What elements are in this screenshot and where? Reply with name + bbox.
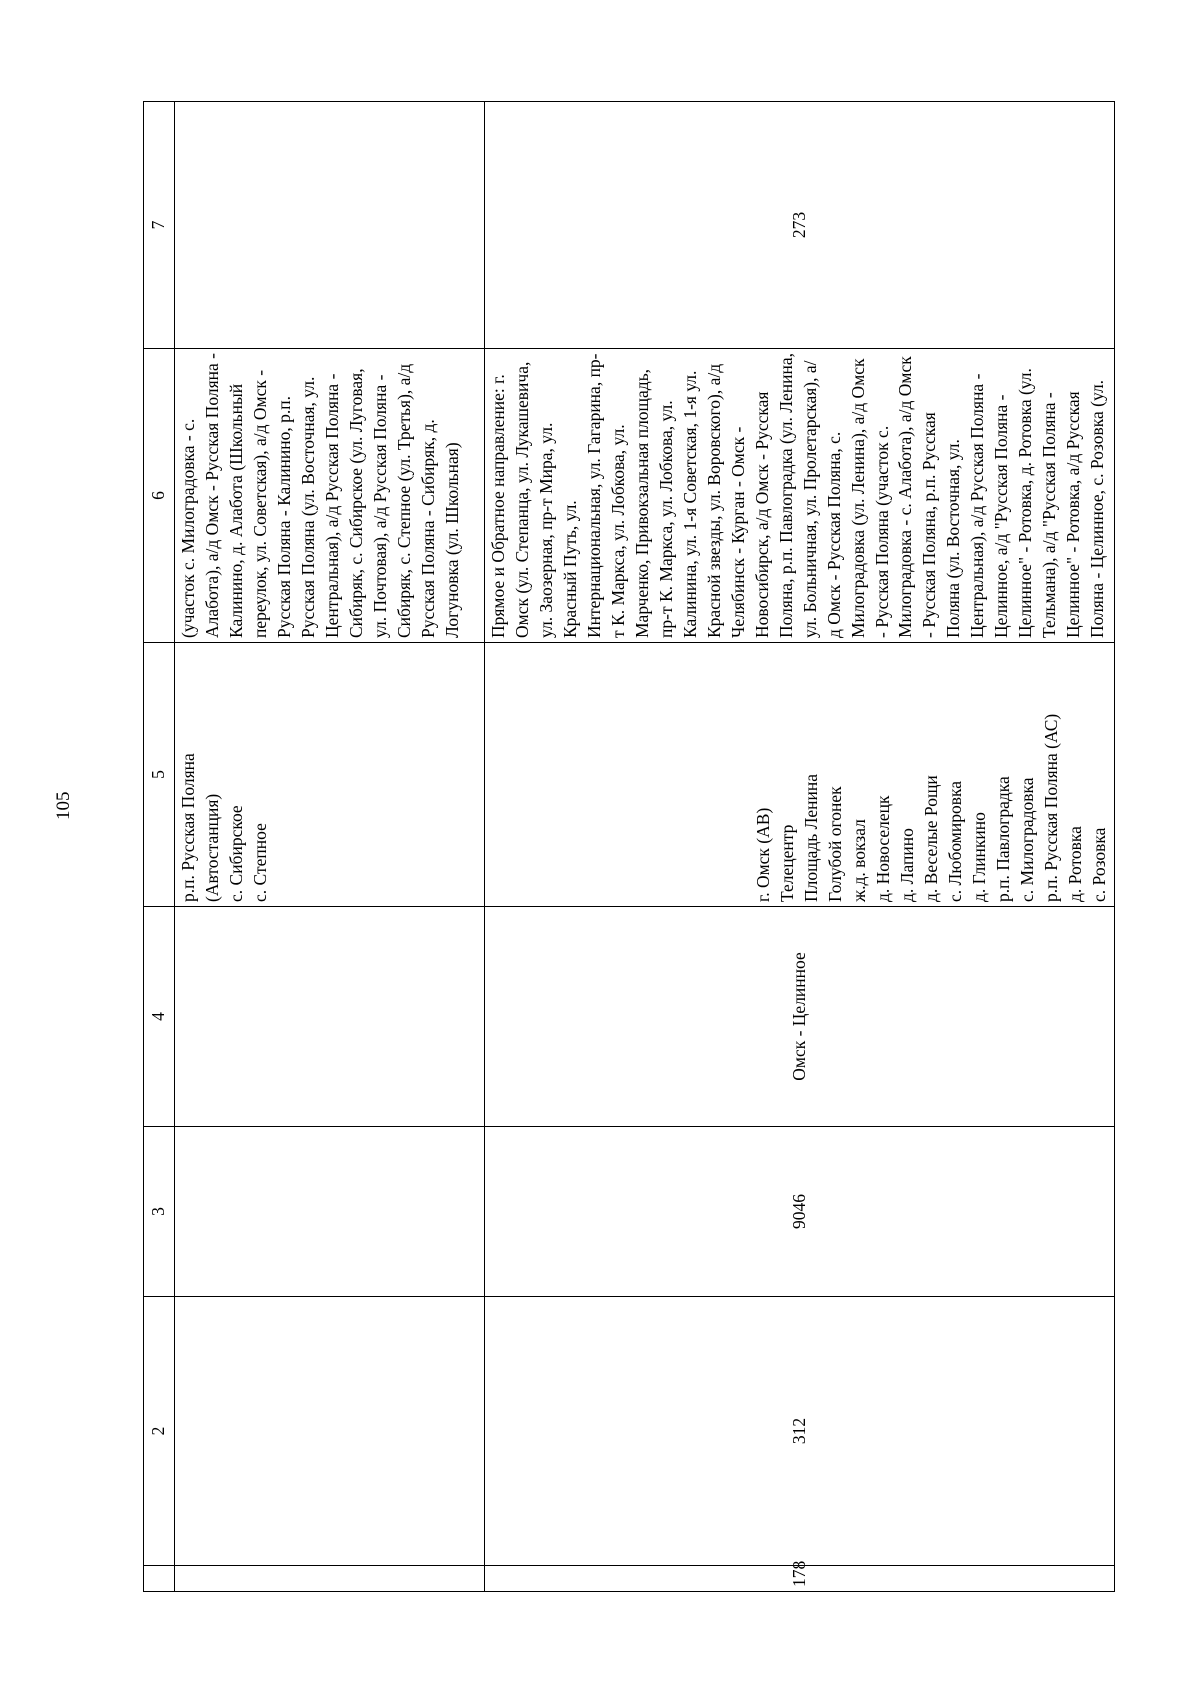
header-cell-2: 2 xyxy=(144,1297,175,1566)
streets-cell: (участок с. Милоградовка - с. Алабота), а/д Омск - Русская Поляна - Калинино, д. Алабота (Школьный переулок, ул. Советская), а/д Омск - Русская Поляна - Калинино, р.п. Русская Поляна (ул. Восточная, ул. Центральная), а/д Русская Поляна - Сибиряк, с. Сибирское (ул. Луговая, ул. Почтовая), а/д Русская Поляна - Сибиряк, с. Степное (ул. Третья), а/д Русская Поляна - Сибиряк, д. Логуновка (ул. Школьная) xyxy=(175,349,485,643)
header-cell-1 xyxy=(144,1566,175,1592)
route-table-container xyxy=(143,102,1115,1592)
table-row xyxy=(485,102,1115,1592)
header-cell-5: 5 xyxy=(144,643,175,907)
route-name-cell: Омск - Целинное xyxy=(485,907,1115,1127)
route-number-cell: 178 xyxy=(485,1566,1115,1592)
length-cell xyxy=(175,102,485,349)
route-code-cell xyxy=(175,1127,485,1297)
route-table xyxy=(143,101,1115,1592)
stops-cell: р.п. Русская Поляна (Автостанция) с. Сибирское с. Степное xyxy=(175,643,485,907)
route-name-cell xyxy=(175,907,485,1127)
header-cell-7: 7 xyxy=(144,102,175,349)
page-number: 105 xyxy=(53,791,74,820)
header-cell-3: 3 xyxy=(144,1127,175,1297)
registry-number-cell xyxy=(175,1297,485,1566)
registry-number-cell: 312 xyxy=(485,1297,1115,1566)
route-number-cell xyxy=(175,1566,485,1592)
header-cell-4: 4 xyxy=(144,907,175,1127)
stops-cell: г. Омск (АВ) Телецентр Площадь Ленина Голубой огонек ж.д. вокзал д. Новоселецк д. Лапино д. Веселые Рощи с. Любомировка д. Глинкино р.п. Павлоградка с. Милоградовка р.п. Русская Поляна (АС) д. Ротовка с. Розовка xyxy=(485,643,1115,907)
table-row xyxy=(175,102,485,1592)
header-row xyxy=(144,102,175,1592)
route-code-cell: 9046 xyxy=(485,1127,1115,1297)
header-cell-6: 6 xyxy=(144,349,175,643)
length-cell: 273 xyxy=(485,102,1115,349)
streets-cell: Прямое и Обратное направление: г. Омск (ул. Степанца, ул. Лукашевича, ул. Заозерная, пр-т Мира, ул. Красный Путь, ул. Интернациональная, ул. Гагарина, пр-т К. Маркса, ул. Лобкова, ул. Марченко, Привокзальная площадь, пр-т К. Маркса, ул. Лобкова, ул. Калинина, ул. 1-я Советская, 1-я ул. Красной звезды, ул. Воровского), а/д Челябинск - Курган - Омск - Новосибирск, а/д Омск - Русская Поляна, р.п. Павлоградка (ул. Ленина, ул. Больничная, ул. Пролетарская), а/д Омск - Русская Поляна, с. Милоградовка (ул. Ленина), а/д Омск - Русская Поляна (участок с. Милоградовка - с. Алабота), а/д Омск - Русская Поляна, р.п. Русская Поляна (ул. Восточная, ул. Центральная), а/д Русская Поляна - Целинное, а/д "Русская Поляна - Целинное" - Ротовка, д. Ротовка (ул. Тельмана), а/д "Русская Поляна - Целинное" - Ротовка, а/д Русская Поляна - Целинное, с. Розовка (ул. xyxy=(485,349,1115,643)
